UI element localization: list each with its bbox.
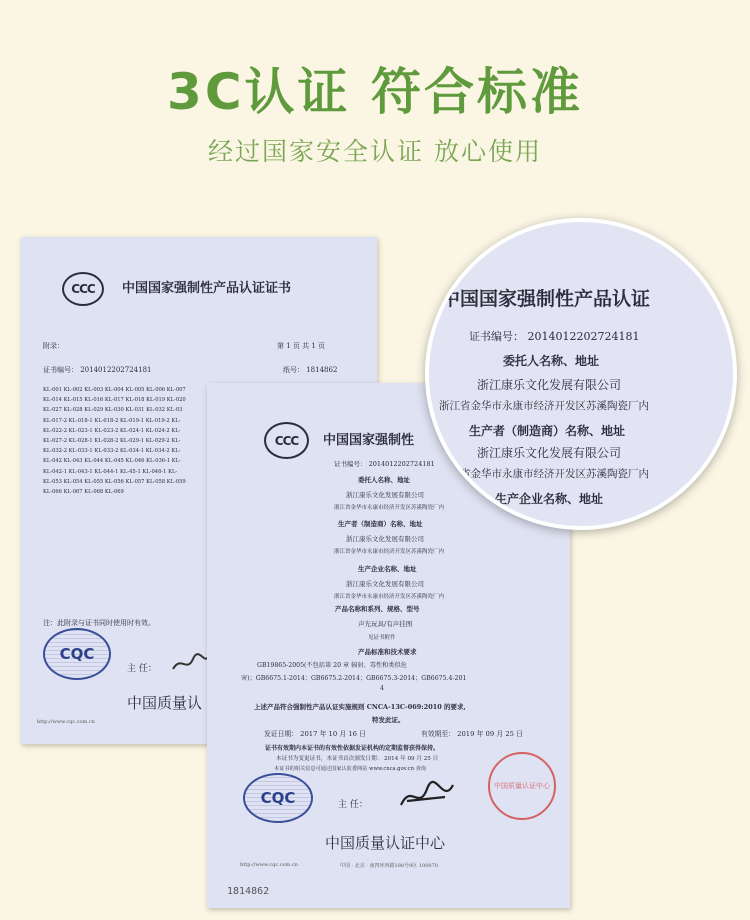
ccc-logo: CCC [264, 422, 309, 459]
annex-note: 注：此附录与证书同时使用时有效。 [43, 619, 155, 627]
model-code-list [43, 385, 186, 497]
official-seal [488, 752, 556, 820]
annex-issuer-name: 中国质量认 [127, 694, 203, 712]
page-info: 第 1 页 共 1 页 [277, 342, 326, 350]
model-code-row: KL-014 KL-015 KL-016 KL-017 KL-018 KL-019 KL-020 [43, 397, 186, 404]
model-code-row: KL-042-1 KL-043-1 KL-044-1 KL-45-1 KL-046-1 KL- [43, 468, 178, 475]
client-heading: 委托人名称、地址 [358, 476, 410, 484]
conformity-statement: 上述产品符合强制性产品认证实施规则 CNCA-13C-069:2010 的要求, [254, 703, 466, 711]
expiry-date: 有效期至： 2019 年 09 月 25 日 [421, 730, 523, 738]
standard-line: 害)；GB6675.1-2014；GB6675.2-2014；GB6675.3-2014；GB6675.4-201 [241, 675, 467, 682]
seal-text: 中国质量认证中心 [494, 782, 550, 790]
validity-note: 证书有效期内本证书的有效性依据发证机构的定期监督获得保持。 [265, 745, 440, 752]
factory-name: 浙江康乐文化发展有限公司 [346, 580, 424, 588]
zoom-factory-heading: 生产企业名称、地址 [495, 492, 604, 506]
standard-line: GB19865-2005(不包括第 20 章 辐射、毒性和类似危 [257, 662, 407, 669]
main-cert-number: 证书编号： 2014012202724181 [334, 460, 435, 468]
model-code-row: KL-053 KL-054 KL-055 KL-056 KL-057 KL-058 KL-059 [43, 478, 186, 485]
conformity-statement: 特发此证。 [372, 716, 405, 724]
model-code-row: KL-066 KL-067 KL-068 KL-069 [43, 489, 124, 496]
annex-website: http://www.cqc.com.cn [37, 719, 95, 725]
model-code-row: KL-001 KL-002 KL-003 KL-004 KL-005 KL-006 KL-007 [43, 387, 186, 393]
standard-line: 4 [380, 685, 384, 692]
product-name: 声光玩具/有声挂图 [358, 620, 413, 628]
zoom-manufacturer-heading: 生产者（制造商）名称、地址 [469, 424, 626, 438]
ccc-logo: CCC [62, 272, 104, 306]
zoom-client-heading: 委托人名称、地址 [503, 354, 600, 368]
main-website: http://www.cqc.com.cn [240, 862, 298, 868]
zoom-manufacturer-address: 浙江省金华市永康市经济开发区苏溪陶瓷厂内 [439, 468, 649, 480]
main-cert-title: 中国国家强制性 [323, 433, 415, 448]
client-address: 浙江省金华市永康市经济开发区苏溪陶瓷厂内 [334, 505, 445, 511]
product-heading: 产品名称和系列、规格、型号 [335, 605, 420, 613]
main-issuer-name: 中国质量认证中心 [325, 834, 446, 852]
standard-heading: 产品标准和技术要求 [358, 648, 417, 656]
zoom-cert-number: 证书编号： 2014012202724181 [469, 330, 640, 343]
client-name: 浙江康乐文化发展有限公司 [346, 491, 424, 499]
manufacturer-address: 浙江省金华市永康市经济开发区苏溪陶瓷厂内 [334, 549, 445, 555]
annex-title: 中国国家强制性产品认证证书 [122, 281, 292, 296]
model-code-row: KL-017-2 KL-018-1 KL-018-2 KL-019-1 KL-019-2 KL- [43, 417, 181, 424]
manufacturer-name: 浙江康乐文化发展有限公司 [346, 535, 424, 543]
zoom-client-name: 浙江康乐文化发展有限公司 [477, 378, 622, 392]
page-subheadline: 经过国家安全认证 放心使用 [208, 137, 542, 166]
model-code-row: KL-042 KL-043 KL-044 KL-045 KL-046 KL-036-1 KL- [43, 458, 181, 465]
zoom-title: 中国国家强制性产品认证 [441, 288, 651, 310]
model-code-row: KL-022-2 KL-023-1 KL-023-2 KL-024-1 KL-024-2 KL- [43, 427, 181, 434]
main-paper-number: 1814862 [227, 886, 270, 897]
page-headline: 3C认证 符合标准 [167, 63, 583, 121]
annex-cert-number: 证书编号： 2014012202724181 [43, 366, 152, 374]
model-code-row: KL-027-2 KL-028-1 KL-028-2 KL-029-1 KL-029-2 KL- [43, 438, 181, 445]
director-signature [171, 651, 211, 680]
zoom-client-address: 浙江省金华市永康市经济开发区苏溪陶瓷厂内 [439, 400, 649, 412]
cqc-logo: CQC [243, 773, 313, 823]
director-signature [397, 779, 457, 819]
director-label: 主 任： [338, 800, 368, 810]
cqc-logo: CQC [43, 628, 111, 680]
factory-heading: 生产企业名称、地址 [358, 565, 417, 573]
zoom-manufacturer-name: 浙江康乐文化发展有限公司 [477, 446, 622, 460]
product-note: 见证书附件 [368, 635, 396, 641]
model-code-row: KL-032-2 KL-033-1 KL-033-2 KL-034-1 KL-034-2 KL- [43, 448, 181, 455]
annex-label: 附录： [43, 342, 64, 350]
factory-address: 浙江省金华市永康市经济开发区苏溪陶瓷厂内 [334, 594, 445, 600]
validity-note: 本证书的相关信息可通过国家认监委网站 www.cnca.gov.cn 查询 [274, 766, 426, 772]
issue-date: 发证日期： 2017 年 10 月 16 日 [264, 730, 366, 738]
main-address: 中国 · 北京 · 南四环西路188号9区 100070 [340, 863, 438, 869]
manufacturer-heading: 生产者（制造商）名称、地址 [338, 520, 423, 528]
director-label: 主 任： [127, 664, 157, 674]
validity-note: 本证书为变更证书，本证书首次颁发日期： 2014 年 09 月 25 日 [276, 756, 439, 762]
magnified-detail [425, 218, 737, 530]
annex-paper-number: 纸号： 1814862 [283, 366, 338, 374]
model-code-row: KL-027 KL-028 KL-029 KL-030 KL-031 KL-032 KL-03 [43, 407, 183, 414]
